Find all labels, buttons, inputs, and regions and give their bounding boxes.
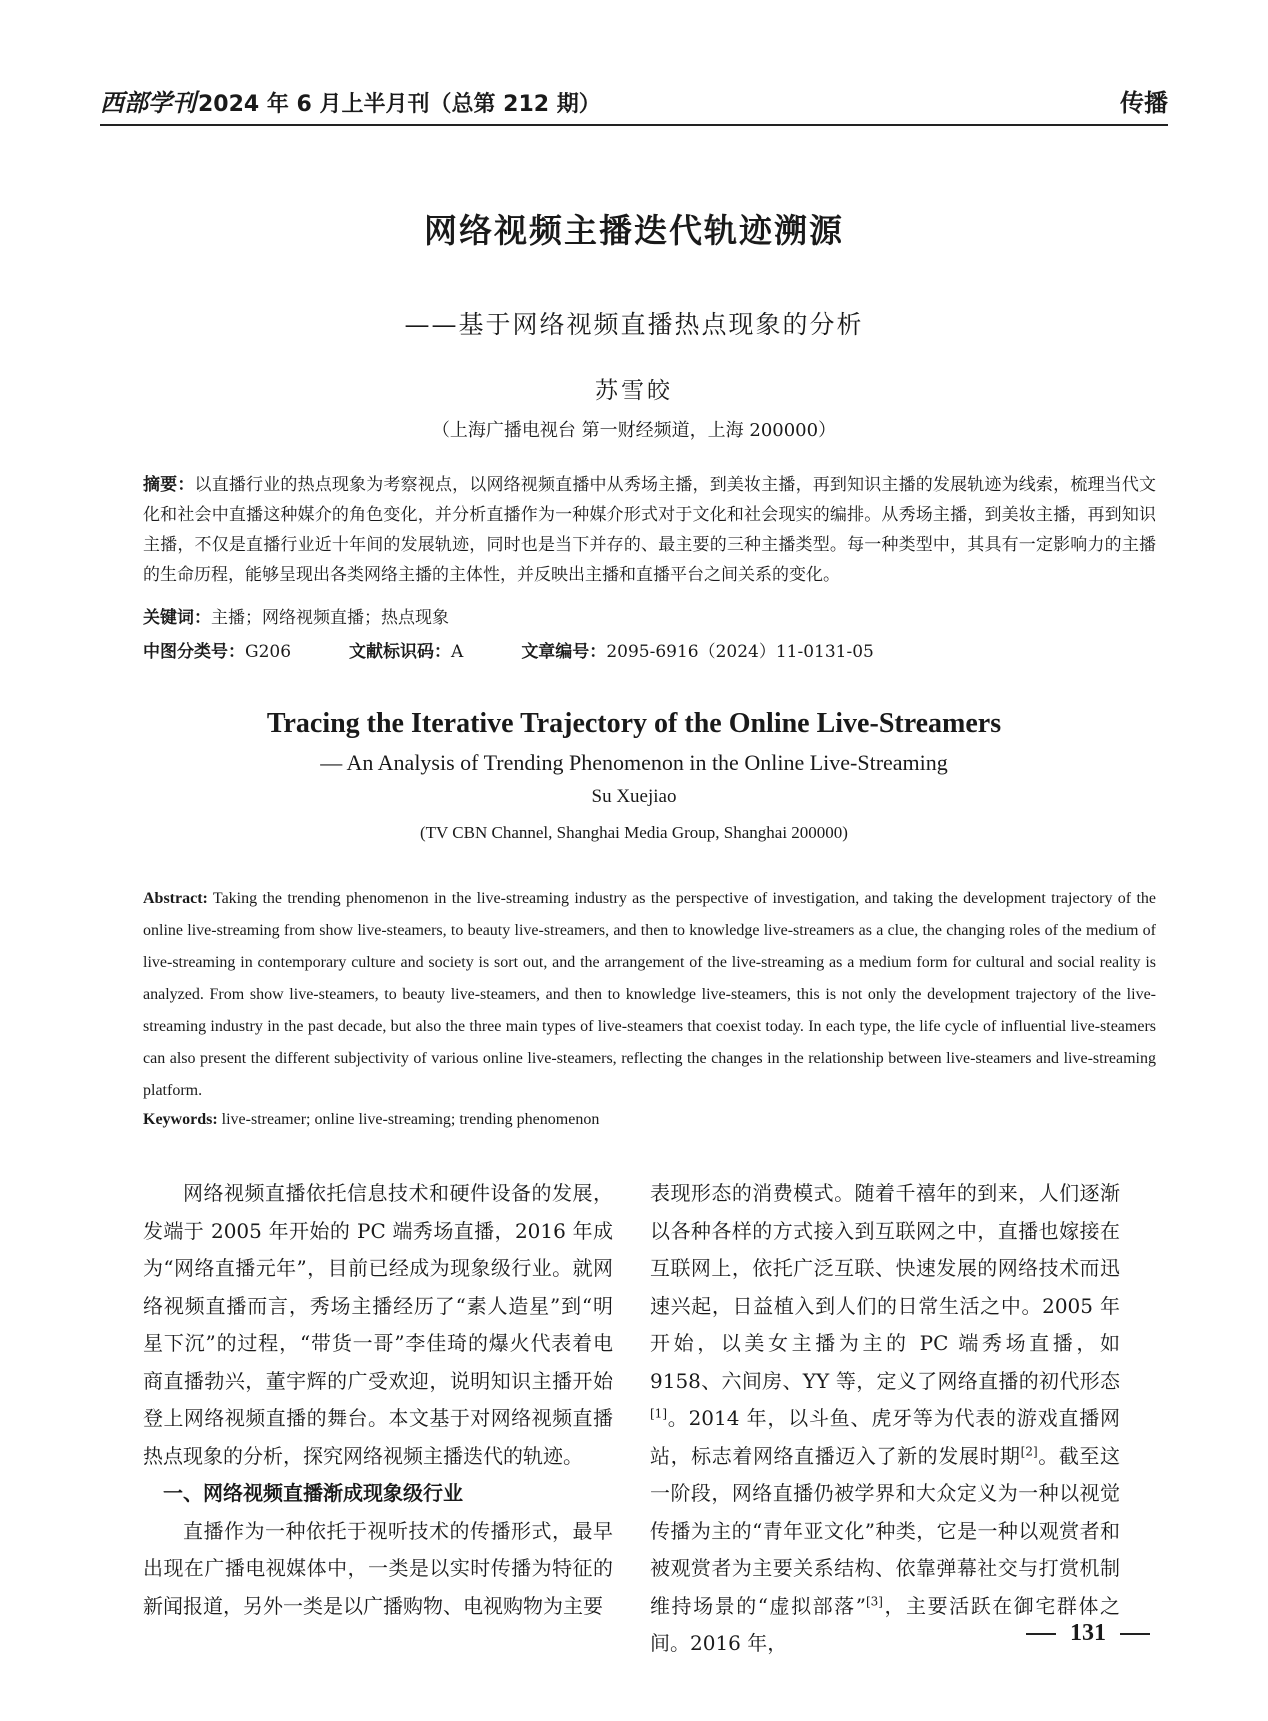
chinese-subtitle: ——基于网络视频直播热点现象的分析 — [404, 310, 864, 339]
doc-label: 文献标识码： — [349, 642, 452, 662]
running-header — [100, 84, 1168, 126]
english-keywords-text: live-streamer; online live-streaming; trending phenomenon — [217, 1111, 600, 1128]
text-run: 表现形态的消费模式。随着千禧年的到来，人们逐渐以各种各样的方式接入到互联网之中，直播也嫁接在互联网上，依托广泛互联、快速发展的网络技术而迅速兴起，日益植入到人们的日常生活之中。2005 年开始，以美女主播为主的 PC 端秀场直播，如 9158、六间房、YY 等，定义了网络直播的初代形态 — [650, 1181, 1120, 1393]
page-number — [1026, 1620, 1150, 1647]
paragraph-section1-continued — [650, 1175, 1120, 1663]
keywords-text: 主播；网络视频直播；热点现象 — [211, 608, 449, 628]
issue-info: 2024 年 6 月上半月刊（总第 212 期） — [198, 92, 601, 117]
english-title: Tracing the Iterative Trajectory of the Online Live-Streamers — [266, 708, 1002, 739]
clc-value: G206 — [245, 642, 292, 662]
chinese-keywords — [143, 603, 1156, 628]
dash-right — [1120, 1633, 1150, 1635]
citation-ref[interactable]: [2] — [1020, 1443, 1038, 1458]
abstract-label: 摘要： — [143, 475, 195, 495]
english-keywords — [143, 1111, 1156, 1129]
journal-logo: 西部学刊 — [100, 88, 196, 117]
dash-left — [1026, 1633, 1056, 1635]
text-run: 。2014 年，以斗鱼、虎牙等为代表的游戏直播网站，标志着网络直播迈入了新的发展时期 — [650, 1406, 1120, 1468]
article-number — [521, 637, 874, 662]
body-column-right — [650, 1175, 1120, 1663]
text-run: ，主要活跃在御宅群体之间。2016 年， — [650, 1593, 1121, 1655]
journal-issue-line — [100, 83, 601, 124]
article-label: 文章编号： — [521, 642, 607, 662]
doc-value: A — [451, 642, 464, 662]
citation-ref[interactable]: [1] — [650, 1406, 667, 1421]
citation-ref[interactable]: [3] — [865, 1593, 883, 1608]
abstract-text: 以直播行业的热点现象为考察视点，以网络视频直播中从秀场主播，到美妆主播，再到知识主播的发展轨迹为线索，梳理当代文化和社会中直播这种媒介的角色变化，并分析直播作为一种媒介形式对于文化和社会现实的编排。从秀场主播，到美妆主播，再到知识主播，不仅是直播行业近十年间的发展轨迹，同时也是当下并存的、最主要的三种主播类型。每一种类型中，其具有一定影响力的主播的生命历程，能够呈现出各类网络主播的主体性，并反映出主播和直播平台之间关系的变化。 — [143, 475, 1157, 585]
english-affiliation: (TV CBN Channel, Shanghai Media Group, Shanghai 200000) — [420, 823, 848, 842]
article-value: 2095-6916（2024）11-0131-05 — [606, 642, 874, 662]
keywords-label: 关键词： — [143, 608, 211, 628]
english-author: Su Xuejiao — [591, 786, 677, 807]
section-heading-1: 一、网络视频直播渐成现象级行业 — [163, 1481, 463, 1505]
chinese-author: 苏雪皎 — [595, 378, 673, 404]
section-tag: 传播 — [1120, 89, 1168, 117]
body-column-left — [143, 1175, 613, 1625]
english-abstract-text: Taking the trending phenomenon in the live-streaming industry as the perspective of investigation, and taking the development trajectory of the online live-streaming from show live-steamers, to beauty live-streamers, and then to knowledge live-streamers as a clue, the changing roles of the medium of live-streaming in contemporary culture and society is sort out, and the arrangement of the live-streaming as a medium form for cultural and social reality is analyzed. From show live-steamers, to beauty live-steamers, and then to knowledge live-steamers, this is not only the development trajectory of the live-streaming industry in the past decade, but also the three main types of live-steamers that coexist today. In each type, the life cycle of influential live-steamers can also present the different subjectivity of various online live-steamers, reflecting the changes in the relationship between live-steamers and live-streaming platform. — [143, 890, 1156, 1099]
document-code — [349, 637, 463, 662]
chinese-abstract — [143, 470, 1156, 590]
clc-number — [143, 637, 291, 662]
english-abstract-label: Abstract: — [143, 890, 208, 907]
clc-label: 中图分类号： — [143, 642, 245, 662]
chinese-affiliation: （上海广播电视台 第一财经频道，上海 200000） — [431, 420, 837, 441]
paragraph-section1-start: 直播作为一种依托于视听技术的传播形式，最早出现在广播电视媒体中，一类是以实时传播为特征的新闻报道，另外一类是以广播购物、电视购物为主要 — [143, 1518, 613, 1618]
english-keywords-label: Keywords: — [143, 1111, 218, 1128]
english-abstract — [143, 883, 1156, 1107]
english-subtitle: — An Analysis of Trending Phenomenon in the Online Live-Streaming — [320, 750, 948, 775]
paragraph-intro: 网络视频直播依托信息技术和硬件设备的发展，发端于 2005 年开始的 PC 端秀场直播，2016 年成为“网络直播元年”，目前已经成为现象级行业。就网络视频直播而言，秀场主播经历了“素人造星”到“明星下沉”的过程，“带货一哥”李佳琦的爆火代表着电商直播勃兴，董宇辉的广受欢迎，说明知识主播开始登上网络视频直播的舞台。本文基于对网络视频直播热点现象的分析，探究网络视频主播迭代的轨迹。 — [143, 1181, 613, 1468]
page-number-text: 131 — [1070, 1620, 1106, 1646]
text-run: 。截至这一阶段，网络直播仍被学界和大众定义为一种以视觉传播为主的“青年亚文化”种类，它是一种以观赏者和被观赏者为主要关系结构、依靠弹幕社交与打赏机制维持场景的“虚拟部落” — [650, 1443, 1121, 1618]
classification-line — [143, 637, 1156, 662]
chinese-title: 网络视频主播迭代轨迹溯源 — [424, 211, 844, 250]
